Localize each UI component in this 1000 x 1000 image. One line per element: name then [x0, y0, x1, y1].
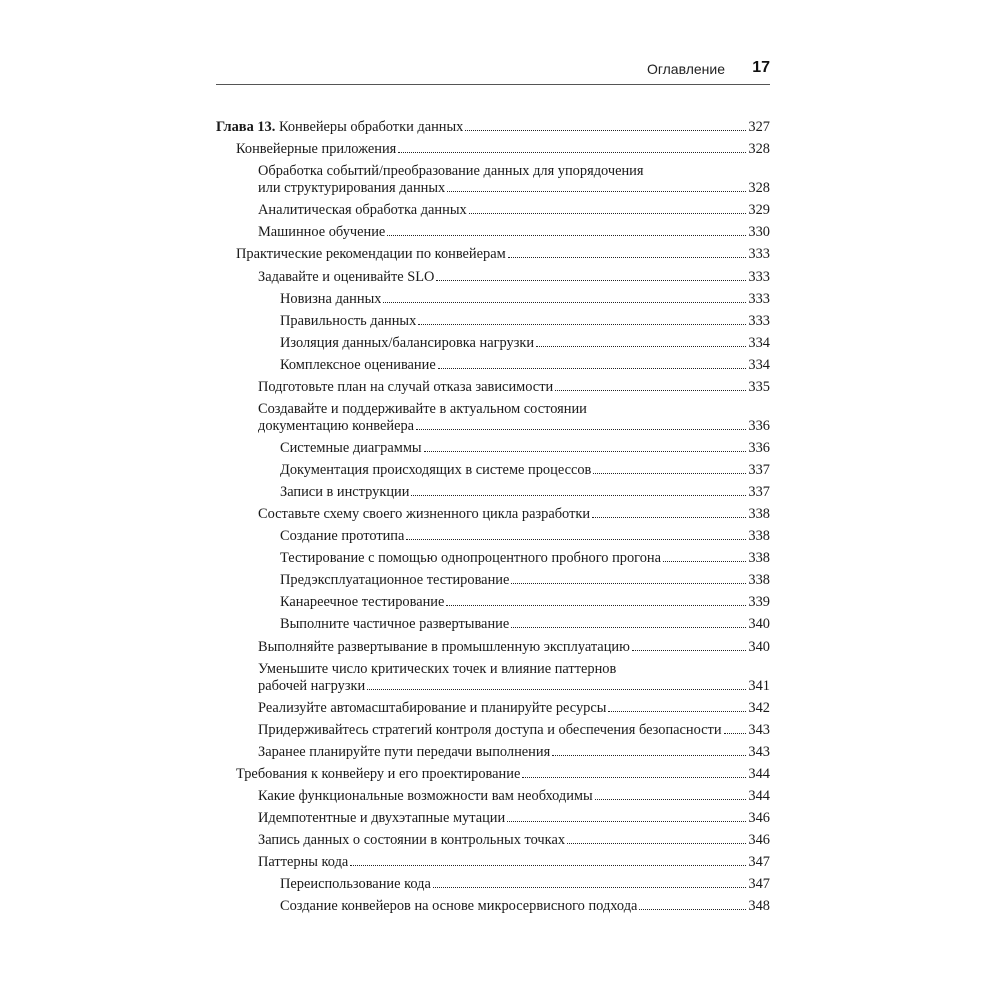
toc-entry-title: Новизна данных	[280, 290, 382, 307]
toc-entry[interactable]	[216, 719, 770, 741]
toc-entry-title: документацию конвейера	[258, 418, 415, 434]
toc-page-number: 338	[748, 572, 770, 589]
dot-leader	[724, 732, 747, 734]
toc-entry-title: или структурирования данных	[258, 180, 446, 197]
toc-entry[interactable]	[216, 763, 770, 785]
toc-entry[interactable]	[216, 459, 770, 481]
toc-entry-title: Практические рекомендации по конвейерам	[236, 246, 506, 263]
toc-entry-title: Придерживайтесь стратегий контроля доступа и обеспечения безопасности	[258, 721, 722, 738]
dot-leader	[522, 776, 746, 778]
dot-leader	[416, 428, 746, 430]
dot-leader	[383, 301, 746, 303]
toc-entry[interactable]	[216, 288, 770, 310]
toc-entry[interactable]	[216, 310, 770, 332]
toc-entry-title-line1: Обработка событий/преобразование данных для упорядочения	[258, 163, 644, 180]
toc-page-number: 333	[748, 268, 770, 285]
toc-entry-title: Запись данных о состоянии в контрольных точках	[258, 832, 566, 849]
dot-leader	[438, 367, 747, 369]
toc-entry[interactable]	[216, 807, 770, 829]
dot-leader	[567, 842, 746, 844]
dot-leader	[469, 212, 747, 214]
toc-page-number: 344	[748, 765, 770, 782]
dot-leader	[511, 582, 746, 584]
toc-page-number: 340	[748, 616, 770, 633]
toc-entry-title: Какие функциональные возможности вам необходимы	[258, 788, 593, 804]
toc-page-number: 328	[748, 141, 770, 158]
toc-page-number: 342	[748, 699, 770, 716]
running-header-title: Оглавление	[646, 61, 725, 77]
toc-entry[interactable]	[216, 675, 770, 697]
toc-entry-title: рабочей нагрузки	[258, 677, 366, 694]
toc-entry[interactable]	[216, 829, 770, 851]
toc-page-number: 334	[748, 334, 770, 351]
toc-entry-title: Подготовьте план на случай отказа зависимости	[258, 378, 554, 395]
toc-page-number: 328	[748, 180, 770, 197]
dot-leader	[350, 864, 746, 866]
toc-entry-title: Комплексное оценивание	[280, 356, 436, 373]
dot-leader	[447, 190, 746, 192]
toc-page-number: 343	[748, 743, 770, 760]
dot-leader	[511, 626, 746, 628]
toc-page-number: 338	[748, 528, 770, 545]
toc-entry-title: Изоляция данных/балансировка нагрузки	[280, 334, 535, 351]
toc-entry-title: Глава 13. Конвейеры обработки данных	[216, 119, 464, 135]
toc-entry-title: Системные диаграммы	[280, 440, 422, 457]
toc-page-number: 338	[748, 550, 770, 567]
toc-page-number: 335	[748, 378, 770, 395]
toc-entry-title: Документация происходящих в системе процессов	[280, 462, 592, 479]
toc-entry-title: Записи в инструкции	[280, 484, 410, 501]
toc-entry[interactable]	[216, 591, 770, 613]
toc-entry[interactable]	[216, 547, 770, 569]
toc-entry-title: Требования к конвейеру и его проектирование	[236, 765, 521, 782]
dot-leader	[433, 886, 747, 888]
toc-entry-title: Создание конвейеров на основе микросервисного подхода	[280, 898, 638, 915]
toc-entry-title: Выполните частичное развертывание	[280, 616, 510, 633]
toc-entry[interactable]	[216, 354, 770, 376]
toc-page-number: 337	[748, 462, 770, 479]
toc-entry-title: Выполняйте развертывание в промышленную эксплуатацию	[258, 638, 630, 655]
toc-page-number: 333	[748, 290, 770, 307]
toc-entry[interactable]	[216, 569, 770, 591]
toc-page-number: 330	[748, 224, 770, 241]
toc-entry[interactable]	[216, 177, 770, 199]
toc-entry[interactable]	[216, 481, 770, 503]
toc-page-number: 334	[748, 356, 770, 373]
toc-entry[interactable]	[216, 376, 770, 398]
toc-page-number: 327	[748, 119, 770, 135]
toc-page-number: 344	[748, 788, 770, 804]
toc-page-number: 336	[748, 418, 770, 434]
toc-page-number: 340	[748, 638, 770, 655]
dot-leader	[465, 129, 746, 131]
toc-entry-title: Аналитическая обработка данных	[258, 202, 467, 219]
dot-leader	[555, 389, 746, 391]
dot-leader	[387, 234, 746, 236]
toc-entry-title: Машинное обучение	[258, 224, 386, 241]
dot-leader	[446, 604, 746, 606]
toc-page-number: 341	[748, 677, 770, 694]
toc-page-number: 333	[748, 312, 770, 329]
toc-entry[interactable]	[216, 873, 770, 895]
toc-entry[interactable]	[216, 266, 770, 288]
toc-entry-title: Реализуйте автомасштабирование и планируйте ресурсы	[258, 699, 607, 716]
toc-entry[interactable]	[216, 741, 770, 763]
toc-entry[interactable]	[216, 851, 770, 873]
dot-leader	[398, 151, 746, 153]
toc-entry[interactable]	[216, 613, 770, 635]
toc-entry-title: Задавайте и оценивайте SLO	[258, 268, 435, 285]
toc-entry[interactable]	[216, 221, 770, 243]
dot-leader	[632, 649, 747, 651]
dot-leader	[608, 710, 746, 712]
page-number: 17	[752, 59, 770, 76]
toc-entry-title-line1: Создавайте и поддерживайте в актуальном состоянии	[258, 400, 587, 417]
toc-page-number: 343	[748, 721, 770, 738]
toc-entry[interactable]	[216, 199, 770, 221]
toc-entry[interactable]	[216, 437, 770, 459]
toc-entry[interactable]	[216, 525, 770, 547]
toc-entry[interactable]	[216, 895, 770, 917]
toc-entry-title: Тестирование с помощью однопроцентного пробного прогона	[280, 550, 662, 567]
toc-page-number: 346	[748, 832, 770, 849]
toc-entry-title-line1: Уменьшите число критических точек и влияние паттернов	[258, 660, 617, 677]
toc-entry[interactable]	[216, 138, 770, 160]
toc-entry-title: Создание прототипа	[280, 528, 405, 545]
toc-entry-title: Канареечное тестирование	[280, 594, 445, 611]
toc-entry[interactable]	[216, 116, 770, 138]
dot-leader	[592, 516, 746, 518]
dot-leader	[436, 279, 746, 281]
dot-leader	[411, 494, 746, 496]
toc-page-number: 336	[748, 440, 770, 457]
toc-page-number: 338	[748, 506, 770, 523]
dot-leader	[418, 323, 746, 325]
dot-leader	[536, 345, 746, 347]
toc-page-number: 346	[748, 810, 770, 827]
toc-page-number: 348	[748, 898, 770, 915]
toc-entry[interactable]	[216, 332, 770, 354]
toc-page-number: 329	[748, 202, 770, 219]
running-header	[216, 54, 770, 85]
toc-entry[interactable]	[216, 415, 770, 437]
dot-leader	[508, 256, 747, 258]
toc-page-number: 333	[748, 246, 770, 263]
dot-leader	[639, 908, 746, 910]
toc-entry-title: Идемпотентные и двухэтапные мутации	[258, 810, 506, 827]
toc-entry-title: Паттерны кода	[258, 854, 349, 871]
toc-entry-title: Заранее планируйте пути передачи выполнения	[258, 743, 551, 760]
toc-page-number: 337	[748, 484, 770, 501]
toc-entry-title: Предэксплуатационное тестирование	[280, 572, 510, 589]
dot-leader	[552, 754, 746, 756]
chapter-label: Глава 13.	[216, 119, 279, 135]
toc-entry-title: Переиспользование кода	[280, 876, 431, 893]
dot-leader	[367, 688, 746, 690]
toc-entry[interactable]	[216, 243, 770, 265]
dot-leader	[595, 798, 747, 800]
toc-entry-title: Правильность данных	[280, 312, 417, 329]
toc-entry[interactable]	[216, 636, 770, 658]
toc-entry-title: Конвейерные приложения	[236, 141, 397, 158]
toc-entry[interactable]	[216, 785, 770, 807]
dot-leader	[424, 450, 747, 452]
toc-page-number: 347	[748, 854, 770, 871]
toc-entry-title: Составьте схему своего жизненного цикла разработки	[258, 506, 591, 523]
dot-leader	[593, 472, 746, 474]
toc-page-number: 339	[748, 594, 770, 611]
dot-leader	[507, 820, 746, 822]
dot-leader	[406, 538, 746, 540]
toc-entry[interactable]	[216, 503, 770, 525]
toc-entry[interactable]	[216, 697, 770, 719]
toc-page-number: 347	[748, 876, 770, 893]
dot-leader	[663, 560, 746, 562]
